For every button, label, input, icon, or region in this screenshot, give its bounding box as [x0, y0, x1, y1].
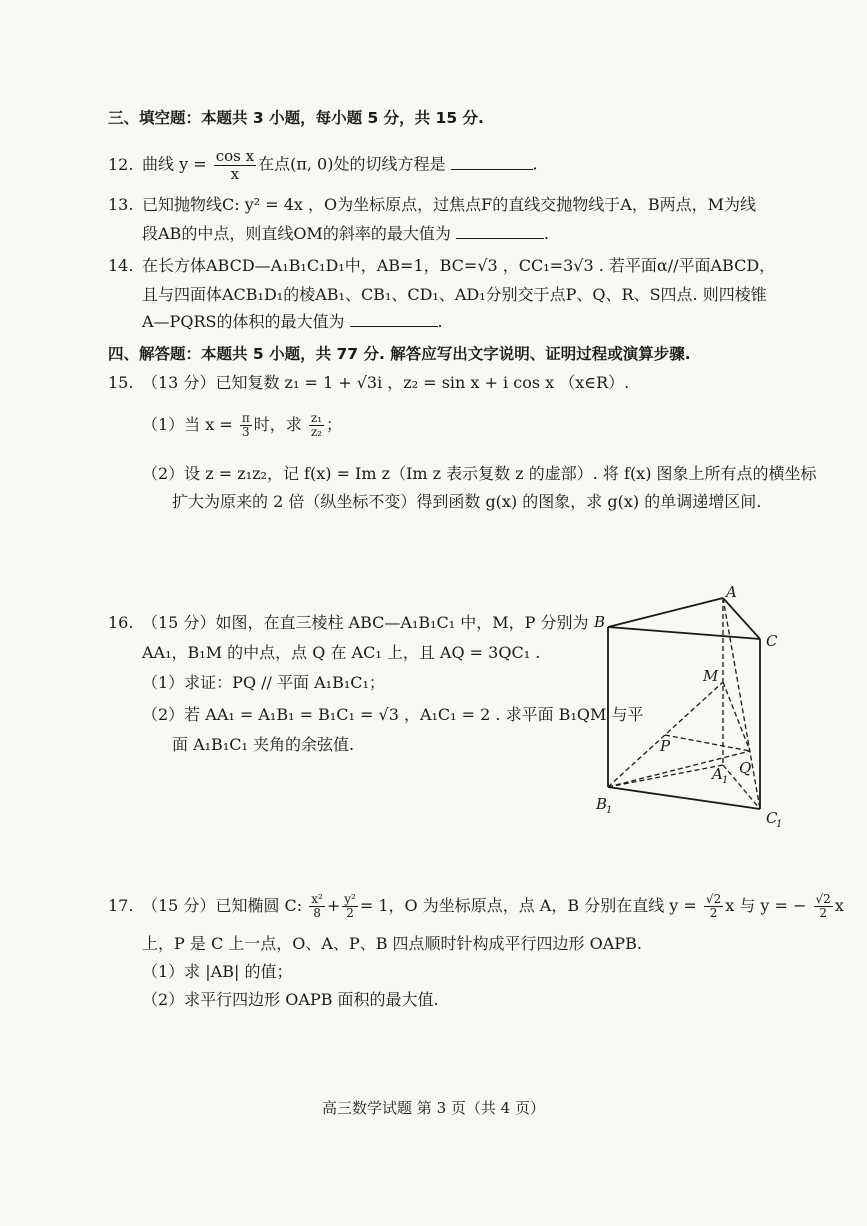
fraction-sqrt2-over-2: $\frac{√2}{2}$	[705, 892, 722, 921]
label-M: M	[703, 667, 719, 685]
question-15-line-1: 15. （13 分）已知复数 z₁ = 1 + √3i ，z₂ = sin x + i cos x （x∈R）.	[108, 371, 629, 395]
prism-figure	[590, 585, 800, 835]
label-B1: B	[596, 795, 608, 813]
label-B1-subscript: 1	[606, 805, 613, 816]
label-C: C	[766, 632, 778, 650]
question-16-part-1: （1）求证：PQ // 平面 A₁B₁C₁；	[142, 673, 385, 692]
question-16-line-2: AA₁，B₁M 的中点，点 Q 在 AC₁ 上，且 AQ = 3QC₁ .	[142, 643, 541, 662]
label-P: P	[660, 737, 671, 755]
question-14-line-1: 14. 在长方体ABCD—A₁B₁C₁D₁中，AB=1，BC=√3 ，CC₁=3√3 . 若平面α//平面ABCD，	[108, 254, 775, 278]
answer-blank	[456, 222, 544, 239]
segment-B1Q	[608, 751, 750, 787]
question-number: 16.	[108, 613, 134, 632]
segment-AC1	[723, 598, 760, 809]
question-17-part-2: （2）求平行四边形 OAPB 面积的最大值.	[142, 990, 439, 1009]
section-3-title: 三、填空题：本题共 3 小题，每小题 5 分，共 15 分.	[108, 109, 484, 127]
fraction-pi-over-3: $\frac{\pi}{3}$	[241, 411, 250, 440]
label-C1-subscript: 1	[776, 819, 783, 830]
label-A1-subscript: 1	[722, 775, 729, 786]
label-A1: A	[712, 765, 723, 783]
page-footer: 高三数学试题 第 3 页（共 4 页）	[322, 1099, 545, 1117]
question-16-part-2-line-1: （2）若 AA₁ = A₁B₁ = B₁C₁ = √3 ，A₁C₁ = 2 . 求平面 B₁QM 与平	[142, 705, 644, 724]
question-12: 12. 曲线 y = $\frac{\text{cos x}}{x}$ 在点(π, 0)处的切线方程是 .	[108, 147, 538, 183]
equation-lhs: y =	[179, 154, 207, 174]
question-number: 12.	[108, 154, 134, 174]
section-4-title: 四、解答题：本题共 5 小题，共 77 分. 解答应写出文字说明、证明过程或演算步骤.	[108, 345, 691, 363]
edge-BC	[608, 627, 760, 639]
answer-blank	[350, 310, 438, 327]
question-17-line-1: 17. （15 分）已知椭圆 C: $\frac{\text{x²}}{8}$ + $\frac{\text{y²}}{2}$ = 1，O 为坐标原点，点 A，B 分别在直线 y = $\frac{√2}{2}$ x 与 y = − $\frac{√2}{2}$ x	[108, 892, 844, 921]
question-number: 14.	[108, 256, 134, 275]
fraction-x2-over-8: $\frac{\text{x²}}{8}$	[311, 892, 323, 921]
question-17-line-2: 上，P 是 C 上一点，O、A、P、B 四点顺时针构成平行四边形 OAPB.	[142, 934, 642, 953]
label-A: A	[726, 585, 737, 601]
label-Q: Q	[739, 759, 752, 777]
question-15-part-1: （1）当 x = $\frac{\pi}{3}$ 时，求 $\frac{\text{z₁}}{\text{z₂}}$ ；	[142, 411, 343, 440]
question-13-line-1: 13. 已知抛物线C: y² = 4x ，O为坐标原点，过焦点F的直线交抛物线于A，B两点，M为线	[108, 193, 756, 217]
fraction-z1-over-z2: $\frac{\text{z₁}}{\text{z₂}}$	[310, 411, 323, 440]
question-number: 17.	[108, 896, 134, 916]
label-C1: C	[766, 809, 778, 827]
edge-B1A1-hidden	[608, 765, 723, 787]
segment-PQ	[665, 735, 750, 751]
answer-blank	[451, 153, 533, 170]
question-13-line-2: 段AB的中点，则直线OM的斜率的最大值为 .	[142, 224, 550, 243]
question-number: 13.	[108, 195, 134, 214]
segment-MQ	[723, 682, 750, 751]
question-15-part-2-line-1: （2）设 z = z₁z₂，记 f(x) = Im z（Im z 表示复数 z 的虚部）. 将 f(x) 图象上所有点的横坐标	[142, 464, 817, 483]
question-14-line-2: 且与四面体ACB₁D₁的棱AB₁、CB₁、CD₁、AD₁分别交于点P、Q、R、S四点. 则四棱锥	[142, 285, 767, 304]
fraction-cosx-over-x: $\frac{\text{cos x}}{x}$	[215, 147, 255, 183]
fraction-sqrt2-over-2-neg: $\frac{√2}{2}$	[815, 892, 831, 921]
edge-BA	[608, 598, 723, 627]
question-14-line-3: A—PQRS的体积的最大值为 .	[142, 312, 443, 331]
edge-B1C1	[608, 787, 760, 809]
label-B: B	[594, 613, 606, 631]
fraction-y2-over-2: $\frac{\text{y²}}{2}$	[344, 892, 356, 921]
question-15-part-2-line-2: 扩大为原来的 2 倍（纵坐标不变）得到函数 g(x) 的图象，求 g(x) 的单调递增区间.	[172, 492, 762, 511]
question-16-line-1: 16. （15 分）如图，在直三棱柱 ABC—A₁B₁C₁ 中，M，P 分别为	[108, 611, 589, 635]
question-16-part-2-line-2: 面 A₁B₁C₁ 夹角的余弦值.	[172, 735, 355, 754]
question-number: 15.	[108, 373, 134, 392]
question-17-part-1: （1）求 |AB| 的值；	[142, 962, 293, 981]
